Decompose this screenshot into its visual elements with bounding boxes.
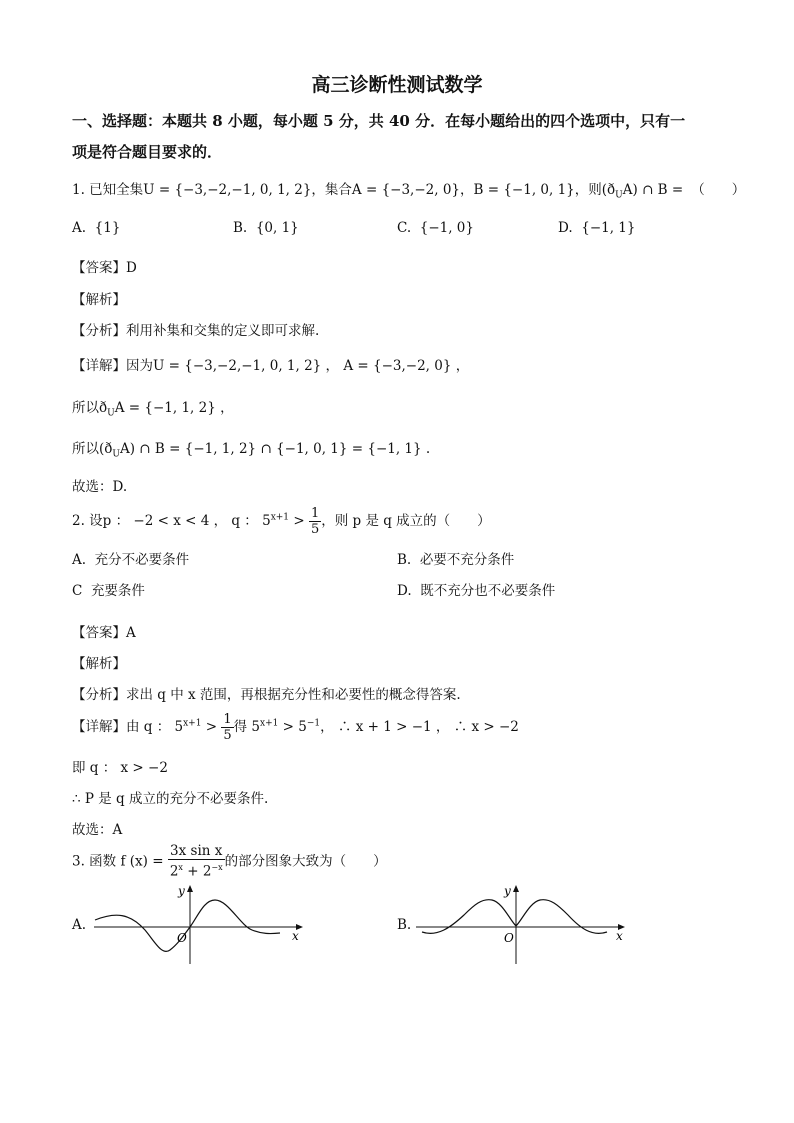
q1-option-c: C. {−1, 0} <box>397 220 474 236</box>
q1-fenxi: 【分析】利用补集和交集的定义即可求解. <box>72 323 320 339</box>
q1-comma: ， <box>460 182 474 198</box>
y-axis-label: y <box>504 884 511 898</box>
q1-set-b: B = {−1, 0, 1} <box>473 182 575 198</box>
q2-xiangjie: 【详解】由 q ： $5^{x+1}$ > $\frac{1}{5}$ 得 $5^{x+1} > 5^{-1}$， ∴ x + 1 > −1 ， ∴ x > −2 <box>72 712 519 743</box>
section-heading-line2: 项是符合题目要求的． <box>72 143 223 161</box>
q1-step-complement: 所以$ð_UA = \{-1$, 1, 2} ， <box>72 400 234 419</box>
q1-xiangjie: 【详解】因为U = {−3,−2,−1, 0, 1, 2} ， A = {−3,−2, 0} ， <box>72 358 470 374</box>
q1-answer: 【答案】D <box>72 260 137 276</box>
q2-conditions: p ： −2 < x < 4 ， q ： $5^{x+1}$ > <box>102 512 305 529</box>
q3-graph-a-label: A. <box>72 917 87 933</box>
q1-set-u: U = {−3,−2,−1, 0, 1, 2} <box>143 182 312 198</box>
y-axis-label: y <box>178 884 185 898</box>
y-axis-arrow <box>187 885 193 892</box>
q3-graph-a <box>90 880 310 970</box>
q1-then: ，则 <box>574 182 602 198</box>
y-axis-arrow <box>513 885 519 892</box>
q1-set-a: A = {−3,−2, 0} <box>351 182 461 198</box>
x-axis-label: x <box>292 929 299 943</box>
q1-option-d: D. {−1, 1} <box>558 220 636 236</box>
q1-choose: 故选：D. <box>72 479 128 495</box>
q1-expression: $(ð_UA)$ ∩ B = <box>601 182 684 201</box>
q2-fenxi: 【分析】求出 q 中 x 范围，再根据充分性和必要性的概念得答案. <box>72 687 461 703</box>
q1-option-a: A. {1} <box>72 220 121 236</box>
graph-b-curve <box>422 900 607 934</box>
x-axis-label: x <box>616 929 623 943</box>
origin-label: O <box>177 931 187 945</box>
q2-choose: 故选：A <box>72 822 123 838</box>
q3-stem: 3. 函数 f (x) = $\frac{\text{3x sin x}}{2^x + 2^{-x}}$ 的部分图象大致为（ ） <box>72 843 387 880</box>
q2-xiangjie-fraction: $\frac{1}{5}$ <box>223 712 232 743</box>
q1-step-intersection: 所以$(ð_UA)$ ∩ B = {−1, 1, 2} ∩ {−1, 0, 1} = {−1, 1} . <box>72 441 431 460</box>
page-title: 高三诊断性测试数学 <box>311 74 483 96</box>
q2-option-b: B. 必要不充分条件 <box>397 552 515 568</box>
graph-a-curve <box>95 900 280 951</box>
q2-fraction: $\frac{1}{5}$ <box>310 506 320 537</box>
q1-stem-prefix: 1. 已知全集 <box>72 182 144 198</box>
q2-line-p: ∴ P 是 q 成立的充分不必要条件. <box>72 791 269 807</box>
q1-stem <box>72 178 745 201</box>
q1-jiexi: 【解析】 <box>72 292 126 308</box>
q2-option-c: C 充要条件 <box>72 583 145 599</box>
q2-option-d: D. 既不充分也不必要条件 <box>397 583 556 599</box>
q3-fraction: $\frac{\text{3x sin x}}{2^x + 2^{-x}}$ <box>169 843 223 880</box>
q1-join: ，集合 <box>311 182 352 198</box>
q1-option-b: B. {0, 1} <box>233 220 299 236</box>
q2-jiexi: 【解析】 <box>72 656 126 672</box>
q2-stem: 2. 设p ： −2 < x < 4 ， q ： $5^{x+1}$ > $\frac{1}{5}$ ，则 p 是 q 成立的（ ） <box>72 506 491 537</box>
q2-option-a: A. 充分不必要条件 <box>72 552 190 568</box>
q1-paren: （ ） <box>691 182 746 198</box>
q2-line-q: 即 q ： x > −2 <box>72 760 168 776</box>
q2-answer: 【答案】A <box>72 625 136 641</box>
q3-graph-b <box>412 880 632 970</box>
origin-label: O <box>504 931 514 945</box>
section-heading-line1: 一、选择题：本题共 8 小题，每小题 5 分，共 40 分．在每小题给出的四个选项中，只有一 <box>72 112 686 130</box>
q3-graph-b-label: B. <box>397 917 412 933</box>
